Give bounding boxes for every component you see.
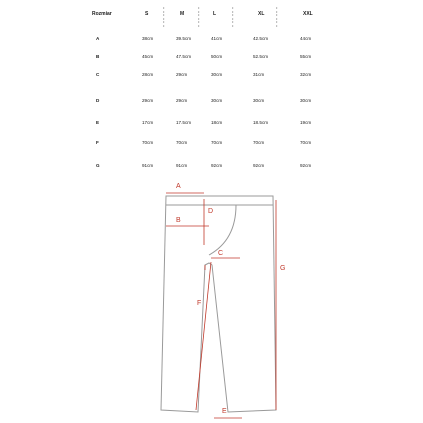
diagram-label-e: E [222, 408, 227, 415]
pants-outline [161, 196, 276, 412]
cell-e-xxl: 19cm [300, 120, 312, 125]
row-label-e: E [96, 120, 100, 125]
row-label-f: F [96, 140, 99, 145]
measure-line-f [196, 262, 211, 410]
row-label-g: G [96, 163, 100, 168]
cell-g-s: 91cm [142, 163, 154, 168]
cell-e-l: 18cm [211, 120, 223, 125]
cell-a-xxl: 44cm [300, 36, 312, 41]
cell-a-xl: 42.5cm [253, 36, 269, 41]
cell-g-m: 91cm [176, 163, 188, 168]
cell-f-xl: 70cm [253, 140, 265, 145]
cell-b-l: 50cm [211, 54, 223, 59]
cell-a-l: 41cm [211, 36, 223, 41]
row-label-c: C [96, 72, 100, 77]
cell-e-xl: 18.5cm [253, 120, 269, 125]
size-col-xl: XL [258, 11, 265, 17]
diagram-label-g: G [280, 265, 286, 272]
column-divider: • • • • • • [198, 5, 200, 28]
diagram-label-b: B [176, 217, 181, 224]
diagram-label-c: C [218, 250, 224, 257]
cell-c-xl: 31cm [253, 72, 265, 77]
cell-c-l: 30cm [211, 72, 223, 77]
cell-d-xxl: 30cm [300, 98, 312, 103]
diagram-label-a: A [176, 183, 181, 190]
row-label-b: B [96, 54, 100, 59]
cell-g-xl: 92cm [253, 163, 265, 168]
cell-f-xxl: 70cm [300, 140, 312, 145]
cell-c-m: 29cm [176, 72, 188, 77]
diagram-label-d: D [208, 208, 214, 215]
size-col-l: L [213, 11, 217, 17]
cell-g-xxl: 92cm [300, 163, 312, 168]
cell-b-xl: 52.5cm [253, 54, 269, 59]
cell-b-xxl: 55cm [300, 54, 312, 59]
cell-e-m: 17.5cm [176, 120, 192, 125]
cell-b-s: 45cm [142, 54, 154, 59]
cell-c-s: 28cm [142, 72, 154, 77]
cell-g-l: 92cm [211, 163, 223, 168]
diagram-label-f: F [197, 300, 202, 307]
row-label-d: D [96, 98, 100, 103]
cell-c-xxl: 32cm [300, 72, 312, 77]
cell-d-l: 30cm [211, 98, 223, 103]
row-label-a: A [96, 36, 100, 41]
cell-a-m: 39.5cm [176, 36, 192, 41]
measurement-lines [166, 193, 276, 418]
cell-e-s: 17cm [142, 120, 154, 125]
cell-a-s: 38cm [142, 36, 154, 41]
size-col-s: S [145, 11, 149, 17]
cell-d-m: 29cm [176, 98, 188, 103]
cell-d-xl: 30cm [253, 98, 265, 103]
pants-measurement-diagram [0, 178, 423, 423]
column-divider: • • • • • • [232, 5, 234, 28]
size-header-label: Rozmiar [92, 11, 112, 17]
cell-f-m: 70cm [176, 140, 188, 145]
cell-f-l: 70cm [211, 140, 223, 145]
column-divider: • • • • • • [276, 5, 278, 28]
pants-body [161, 196, 276, 412]
column-divider: • • • • • • [163, 5, 165, 28]
cell-f-s: 70cm [142, 140, 154, 145]
cell-d-s: 29cm [142, 98, 154, 103]
cell-b-m: 47.5cm [176, 54, 192, 59]
size-col-m: M [180, 11, 185, 17]
size-table [0, 0, 423, 180]
size-col-xxl: XXL [303, 11, 313, 17]
